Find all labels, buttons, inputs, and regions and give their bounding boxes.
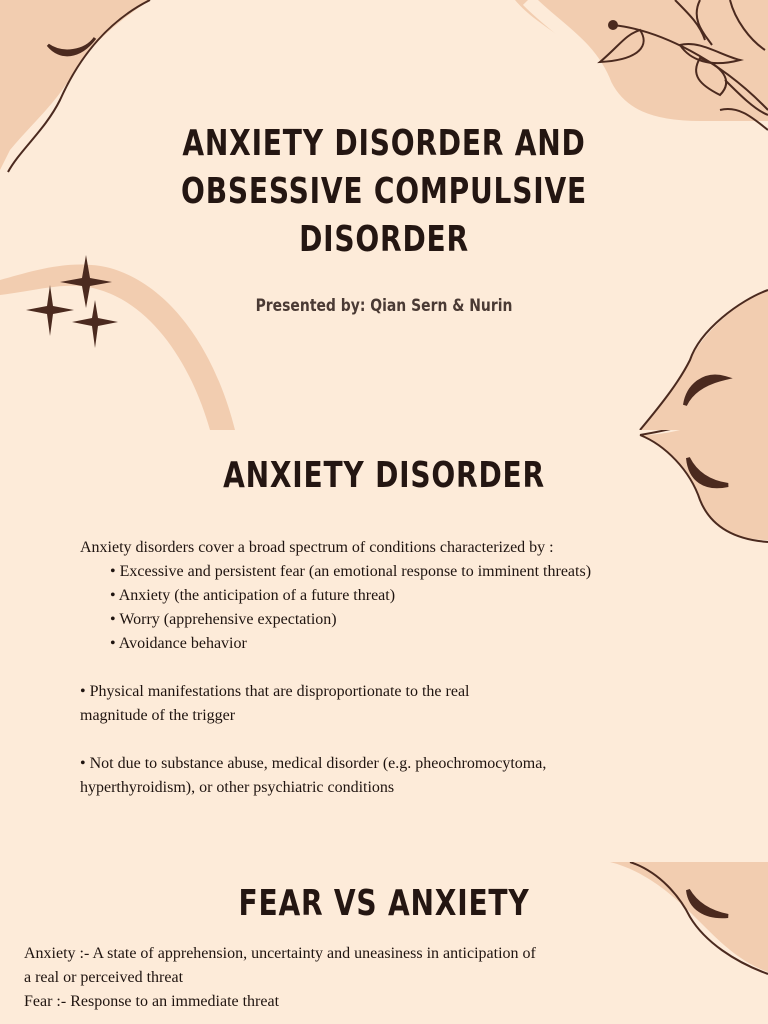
bullet-list [80, 560, 700, 656]
paragraph-line: • Not due to substance abuse, medical disorder (e.g. pheochromocytoma, [80, 755, 547, 772]
list-item: • Avoidance behavior [110, 632, 700, 656]
paragraph-line: magnitude of the trigger [80, 707, 236, 724]
intro-text: Anxiety disorders cover a broad spectrum of conditions characterized by : [80, 539, 554, 556]
paragraph-line: a real or perceived threat [24, 969, 184, 986]
title-line: DISORDER [299, 219, 469, 260]
wave-bottom-left [0, 265, 235, 430]
paragraph-line: Fear :- Response to an immediate threat [24, 993, 280, 1010]
section-title: ANXIETY DISORDER [223, 455, 545, 496]
title-line: ANXIETY DISORDER AND [182, 123, 586, 164]
fear-vs-anxiety-slide [0, 862, 768, 1024]
main-title [84, 120, 683, 264]
list-item: • Excessive and persistent fear (an emotional response to imminent threats) [110, 560, 700, 584]
title-line: OBSESSIVE COMPULSIVE [181, 171, 587, 212]
body-content [80, 536, 700, 800]
paragraph-line: Anxiety :- A state of apprehension, uncertainty and uneasiness in anticipation of [24, 945, 536, 962]
paragraph-line: hyperthyroidism), or other psychiatric conditions [80, 779, 395, 796]
title-slide [0, 0, 768, 430]
section-title: FEAR VS ANXIETY [238, 883, 530, 924]
list-item: • Anxiety (the anticipation of a future threat) [110, 584, 700, 608]
anxiety-disorder-slide [0, 430, 768, 862]
body-content [24, 942, 644, 1014]
list-item: • Worry (apprehensive expectation) [110, 608, 700, 632]
paragraph-line: • Physical manifestations that are disproportionate to the real [80, 683, 470, 700]
presenter-subtitle: Presented by: Qian Sern & Nurin [255, 296, 513, 316]
